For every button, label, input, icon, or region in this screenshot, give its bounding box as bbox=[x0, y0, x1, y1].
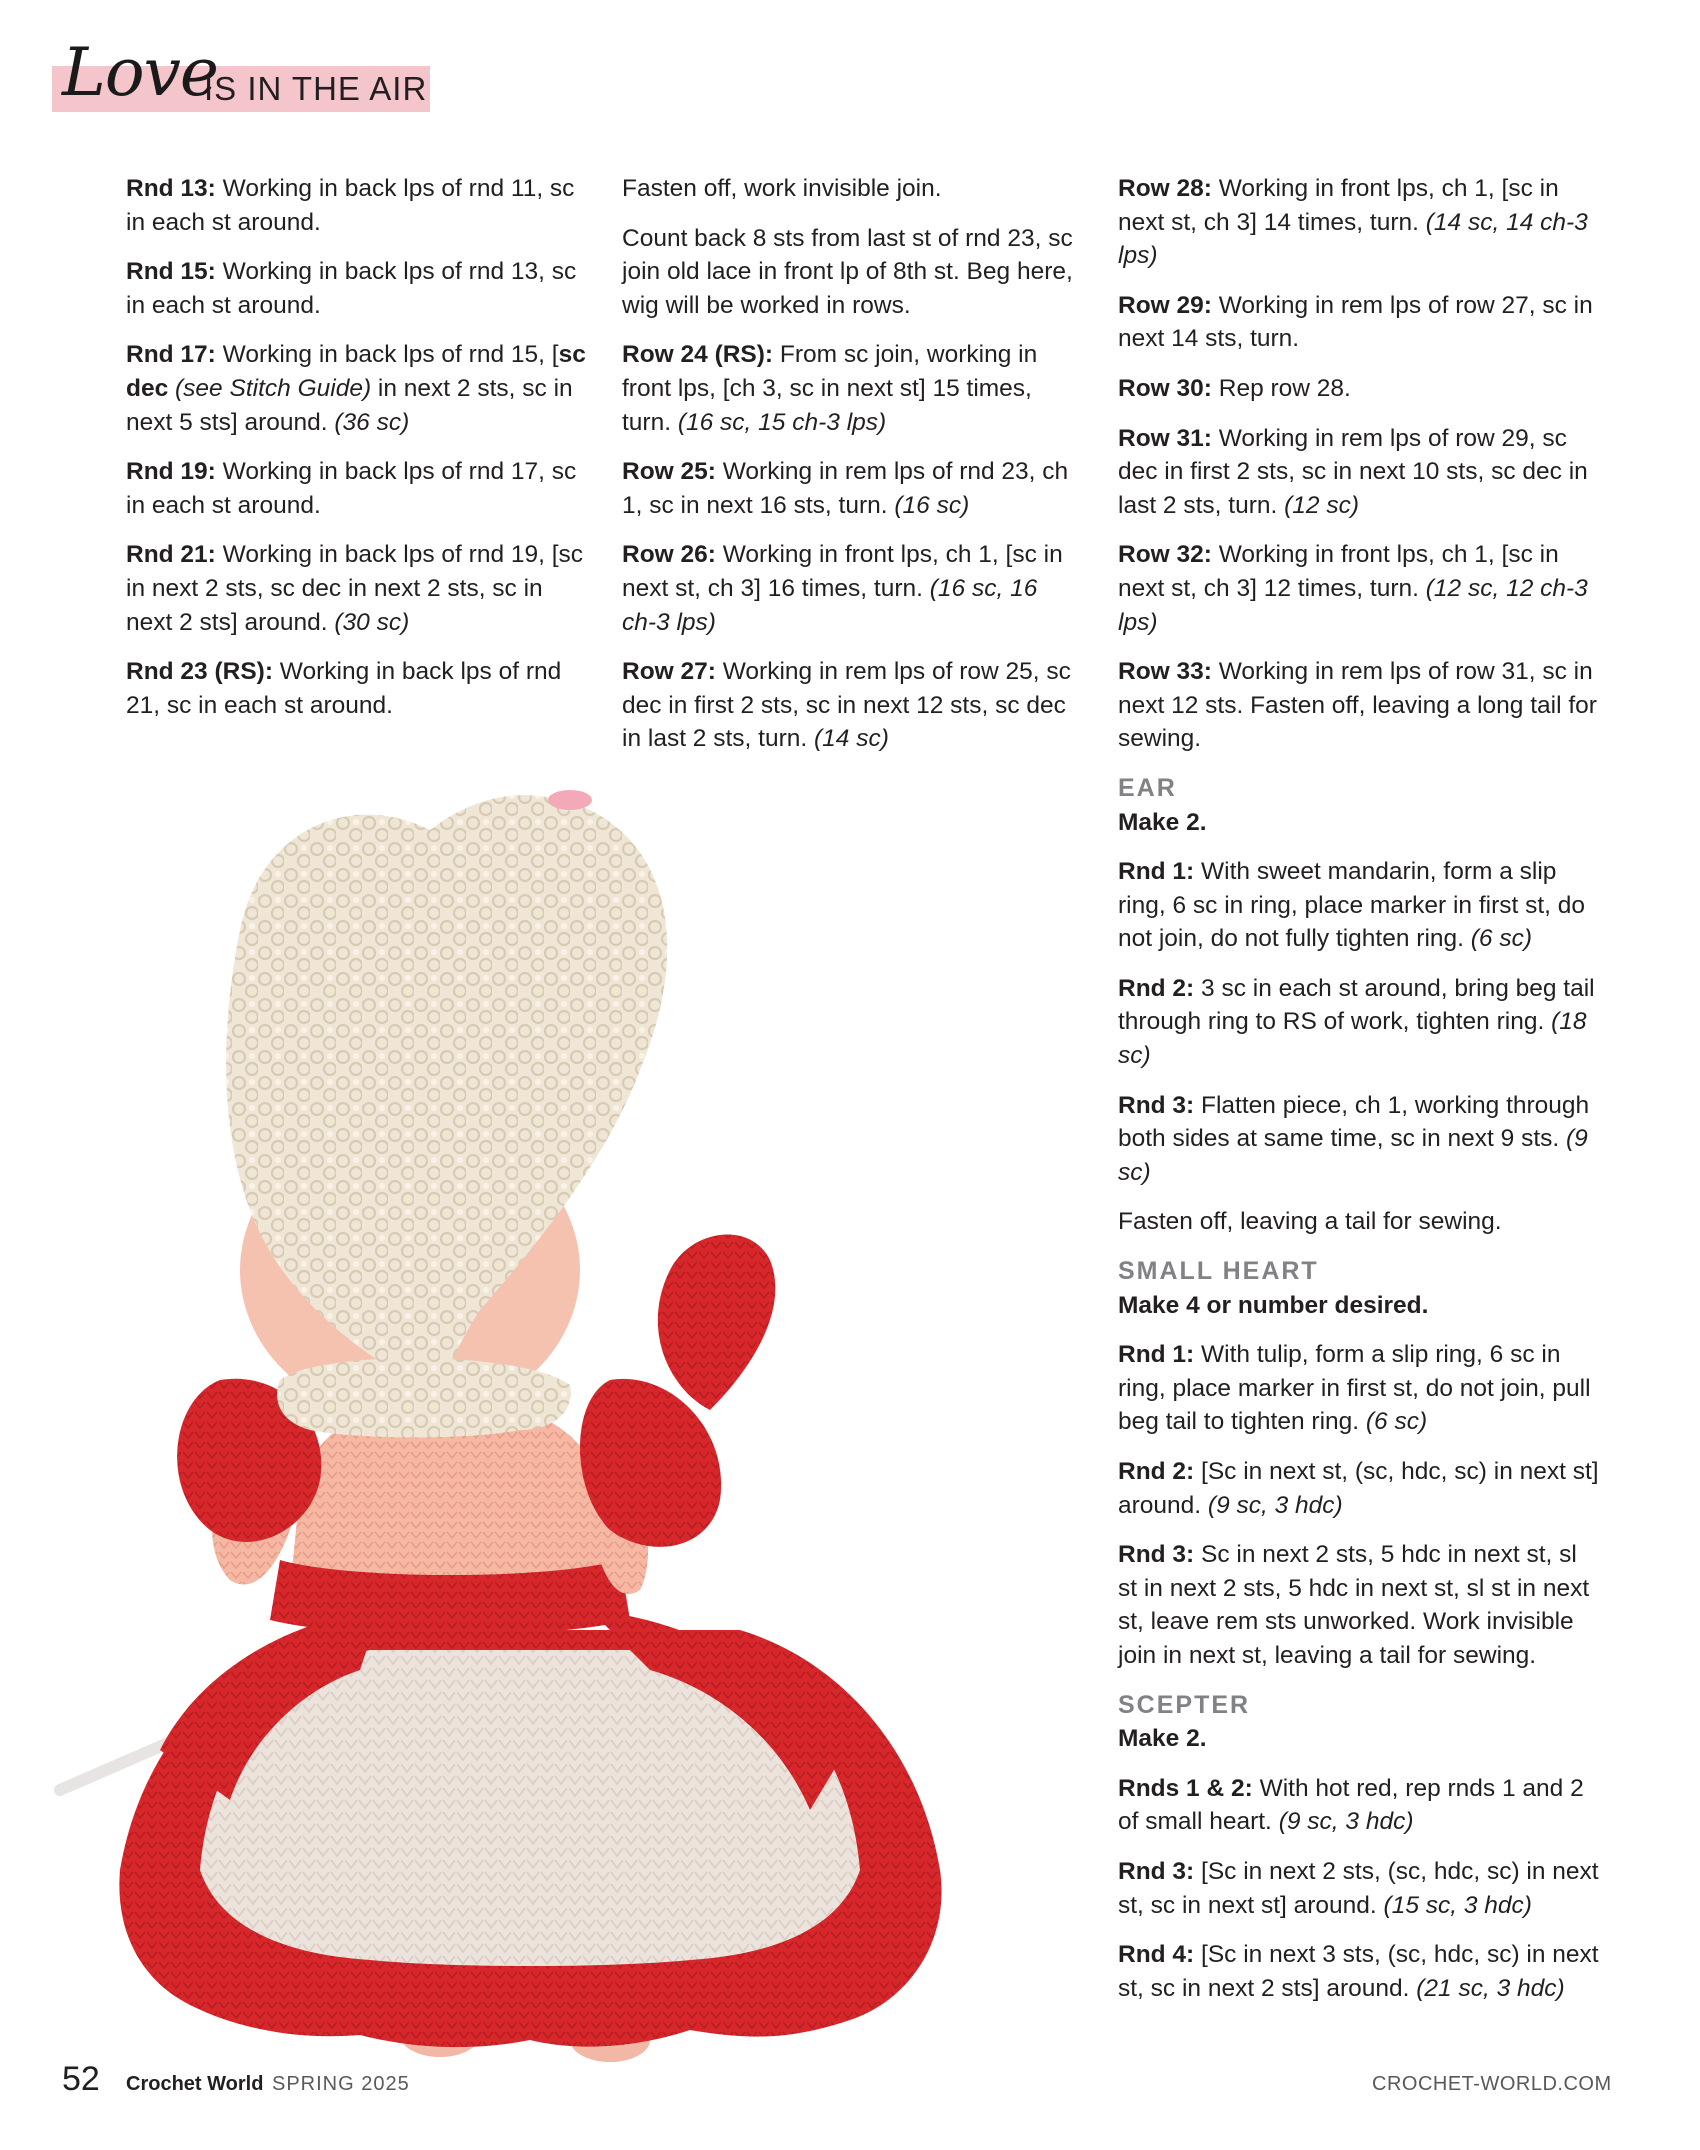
instruction-paragraph: Rnd 3: Sc in next 2 sts, 5 hdc in next st, sl st in next 2 sts, 5 hdc in next st, sl st in next st, leave rem sts unworked. Work invisible join in next st, leaving a tail for sewing. bbox=[1118, 1541, 1590, 1669]
instruction-paragraph: Rnd 21: Working in back lps of rnd 19, [sc in next 2 sts, sc dec in next 2 sts, sc in next 2 sts] around. (30 sc) bbox=[126, 541, 584, 636]
instruction-paragraph: Fasten off, leaving a tail for sewing. bbox=[1118, 1208, 1502, 1236]
instruction-paragraph: Count back 8 sts from last st of rnd 23, sc join old lace in front lp of 8th st. Beg here, wig will be worked in rows. bbox=[622, 224, 1073, 319]
instruction-paragraph: Rnd 15: Working in back lps of rnd 13, sc in each st around. bbox=[126, 258, 577, 319]
instruction-paragraph: Row 26: Working in front lps, ch 1, [sc in next st, ch 3] 16 times, turn. (16 sc, 16 ch-3 lps) bbox=[622, 541, 1063, 636]
instruction-paragraph: Fasten off, work invisible join. bbox=[622, 175, 942, 202]
section-heading-ear: EAR bbox=[1118, 773, 1177, 802]
column-3 bbox=[1118, 172, 1600, 2021]
column-2 bbox=[622, 172, 1078, 772]
instruction-paragraph: Row 30: Rep row 28. bbox=[1118, 374, 1351, 402]
instruction-paragraph: Rnd 23 (RS): Working in back lps of rnd 21, sc in each st around. bbox=[126, 658, 562, 719]
page-number: 52 bbox=[62, 2060, 100, 2098]
instruction-paragraph: Row 32: Working in front lps, ch 1, [sc in next st, ch 3] 12 times, turn. (12 sc, 12 ch-3 lps) bbox=[1118, 541, 1588, 636]
instruction-paragraph: Row 33: Working in rem lps of row 31, sc in next 12 sts. Fasten off, leaving a long tail for sewing. bbox=[1118, 658, 1597, 753]
issue-label: SPRING 2025 bbox=[272, 2073, 410, 2095]
magazine-name: Crochet World bbox=[126, 2073, 264, 2095]
instruction-paragraph: Rnd 4: [Sc in next 3 sts, (sc, hdc, sc) in next st, sc in next 2 sts] around. (21 sc, 3 hdc) bbox=[1118, 1941, 1599, 2002]
section-subheading: Make 2. bbox=[1118, 808, 1207, 836]
header-title: IS IN THE AIR bbox=[204, 70, 428, 107]
doll-photo bbox=[50, 790, 1050, 2070]
instruction-paragraph: Rnds 1 & 2: With hot red, rep rnds 1 and 2 of small heart. (9 sc, 3 hdc) bbox=[1118, 1774, 1584, 1836]
section-heading-small-heart: SMALL HEART bbox=[1118, 1257, 1319, 1286]
instruction-paragraph: Rnd 2: [Sc in next st, (sc, hdc, sc) in next st] around. (9 sc, 3 hdc) bbox=[1118, 1458, 1599, 1519]
instruction-paragraph: Rnd 3: [Sc in next 2 sts, (sc, hdc, sc) in next st, sc in next st] around. (15 sc, 3 hdc) bbox=[1118, 1857, 1599, 1919]
instruction-paragraph: Rnd 3: Flatten piece, ch 1, working through both sides at same time, sc in next 9 sts. (9 sc) bbox=[1118, 1091, 1590, 1186]
instruction-paragraph: Row 31: Working in rem lps of row 29, sc dec in first 2 sts, sc in next 10 sts, sc dec in last 2 sts, turn. (12 sc) bbox=[1118, 424, 1588, 519]
section-subheading: Make 4 or number desired. bbox=[1118, 1291, 1429, 1319]
section-heading-scepter: SCEPTER bbox=[1118, 1690, 1251, 1719]
instruction-paragraph: Rnd 19: Working in back lps of rnd 17, sc in each st around. bbox=[126, 458, 577, 519]
pink-bow bbox=[548, 790, 592, 810]
instruction-paragraph: Row 28: Working in front lps, ch 1, [sc in next st, ch 3] 14 times, turn. (14 sc, 14 ch-3 lps) bbox=[1118, 175, 1588, 270]
instruction-paragraph: Row 25: Working in rem lps of rnd 23, ch 1, sc in next 16 sts, turn. (16 sc) bbox=[622, 458, 1069, 519]
header-script-word: Love bbox=[62, 34, 218, 111]
held-heart bbox=[658, 1235, 776, 1410]
instruction-paragraph: Rnd 13: Working in back lps of rnd 11, sc in each st around. bbox=[126, 175, 575, 236]
website-link[interactable]: CROCHET-WORLD.COM bbox=[1372, 2073, 1612, 2095]
instruction-paragraph: Rnd 1: With sweet mandarin, form a slip ring, 6 sc in ring, place marker in first st, do not join, do not fully tighten ring. (6 sc) bbox=[1118, 858, 1586, 953]
instruction-paragraph: Rnd 17: Working in back lps of rnd 15, [sc dec (see Stitch Guide) in next 2 sts, sc in next 5 sts] around. (36 sc) bbox=[126, 341, 586, 436]
instruction-paragraph: Rnd 2: 3 sc in each st around, bring beg tail through ring to RS of work, tighten ring. (18 sc) bbox=[1118, 974, 1595, 1070]
section-subheading: Make 2. bbox=[1118, 1725, 1207, 1753]
instruction-paragraph: Rnd 1: With tulip, form a slip ring, 6 sc in ring, place marker in first st, do not join, pull beg tail to tighten ring. (6 sc) bbox=[1118, 1341, 1591, 1436]
instruction-paragraph: Row 24 (RS): From sc join, working in front lps, [ch 3, sc in next st] 15 times, turn. (16 sc, 15 ch-3 lps) bbox=[622, 341, 1038, 436]
instruction-paragraph: Row 29: Working in rem lps of row 27, sc in next 14 sts, turn. bbox=[1118, 291, 1593, 353]
instruction-paragraph: Row 27: Working in rem lps of row 25, sc dec in first 2 sts, sc in next 12 sts, sc dec in last 2 sts, turn. (14 sc) bbox=[622, 658, 1071, 753]
column-1 bbox=[126, 172, 594, 738]
